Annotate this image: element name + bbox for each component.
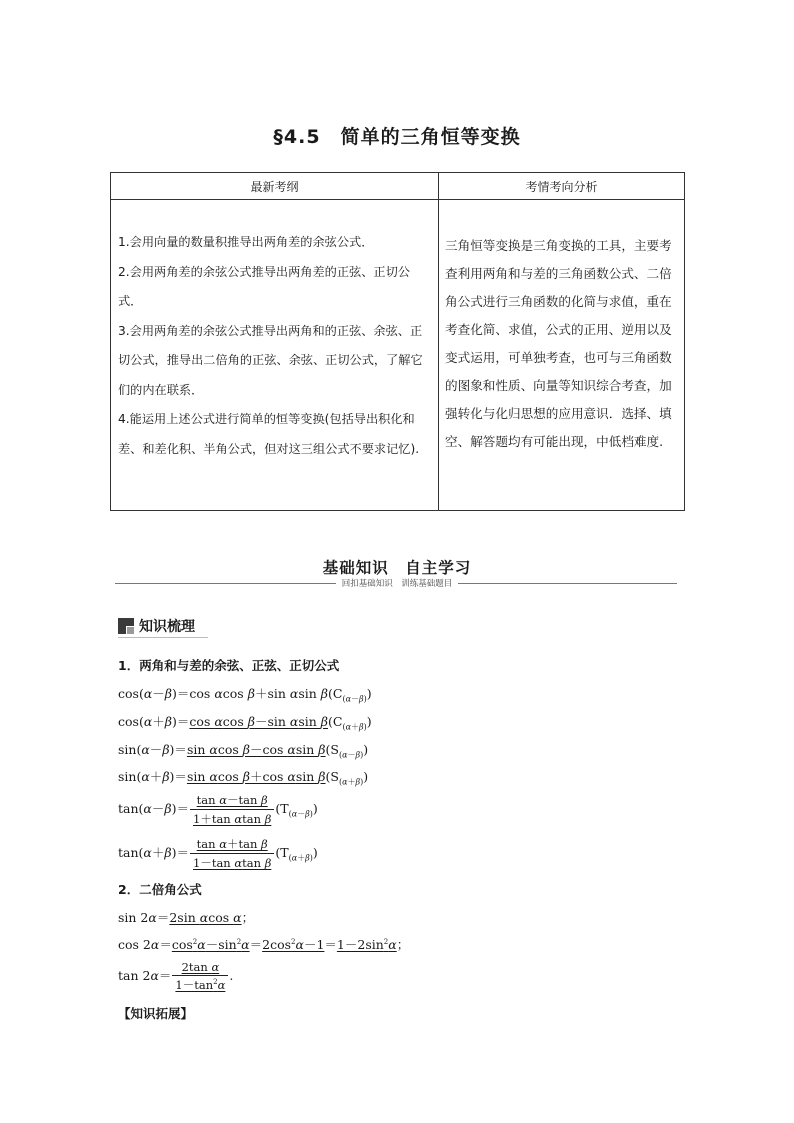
page-title: §4.5 简单的三角恒等变换 bbox=[273, 126, 521, 148]
formula-cos-diff: cos(α－β)＝cos αcos β＋sin αsin $\beta(C_{(\alpha-\beta)})$ bbox=[118, 686, 372, 704]
formula-cos-double: $\cos 2\alpha=\cos^2\alpha-\sin^2\alpha=2\cos^2\alpha-1=1-2\sin^2\alpha$； bbox=[118, 937, 410, 952]
formula-cos-sum: cos(α＋β)＝cos αcos β－sin αsin $\beta(C_{(\alpha+\beta)})$ bbox=[118, 714, 372, 732]
knowledge-heading-underline bbox=[118, 637, 208, 638]
outline-item: 3.会用两角差的余弦公式推导出两角和的正弦、余弦、正切公式，推导出二倍角的正弦、余弦、正切公式，了解它们的内在联系． bbox=[118, 323, 423, 397]
outline-item: 4.能运用上述公式进行简单的恒等变换(包括导出积化和差、和差化积、半角公式，但对这三组公式不要求记忆). bbox=[118, 412, 420, 456]
analysis-text: 三角恒等变换是三角变换的工具，主要考查利用两角和与差的三角函数公式、二倍角公式进行三角函数的化简与求值，重在考查化简、求值，公式的正用、逆用以及变式运用，可单独考查，也可与三角函数的图象和性质、向量等知识综合考查，加强转化与化归思想的应用意识．选择、填空、解答题均有可能出现，中低档难度. bbox=[445, 238, 672, 449]
section-subheading: 回扣基础知识 训练基础题目 bbox=[0, 577, 794, 589]
formula-sin-sum: sin(α＋β)＝sin αcos β＋cos αsin $\beta(S_{(\alpha+\beta)})$ bbox=[118, 769, 369, 787]
outline-table bbox=[110, 172, 685, 511]
subheading-sum-diff: 1．两角和与差的余弦、正弦、正切公式 bbox=[118, 658, 340, 673]
square-bullet-icon bbox=[118, 618, 134, 634]
section-heading: 基础知识 自主学习 bbox=[322, 559, 472, 577]
table-header-analysis: 考情考向分析 bbox=[439, 173, 685, 200]
subheading-double-angle: 2．二倍角公式 bbox=[118, 882, 202, 897]
formula-tan-sum: tan(α＋β)＝ $\frac{\text{tan α＋tan β}}{\text{1－tan αtan β}}$ $(T_{(\alpha+\beta)})$ bbox=[118, 837, 318, 870]
formula-tan-double: tan 2α＝ $\frac{\text{2tan α}}{1-\tan^2\alpha}$ . bbox=[118, 960, 234, 992]
formula-sin-diff: sin(α－β)＝sin αcos β－cos αsin $\beta(S_{(\alpha-\beta)})$ bbox=[118, 742, 369, 760]
table-header-outline: 最新考纲 bbox=[111, 173, 439, 200]
formula-sin-double: sin 2α＝2sin αcos α； bbox=[118, 910, 255, 925]
knowledge-heading bbox=[118, 616, 195, 636]
knowledge-heading-label: 知识梳理 bbox=[139, 619, 195, 635]
outline-item: 1.会用向量的数量积推导出两角差的余弦公式． bbox=[118, 235, 374, 249]
knowledge-extension-label: 【知识拓展】 bbox=[118, 1006, 194, 1021]
outline-cell bbox=[111, 200, 439, 511]
analysis-cell bbox=[439, 200, 685, 511]
outline-item: 2.会用两角差的余弦公式推导出两角差的正弦、正切公式． bbox=[118, 264, 410, 308]
formula-tan-diff: tan(α－β)＝ $\frac{\text{tan α－tan β}}{\text{1＋tan αtan β}}$ $(T_{(\alpha-\beta)})$ bbox=[118, 793, 318, 826]
